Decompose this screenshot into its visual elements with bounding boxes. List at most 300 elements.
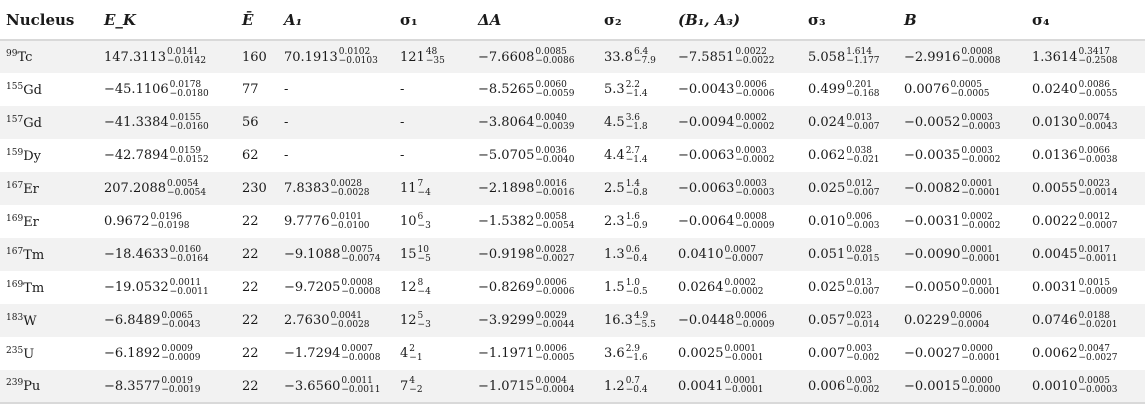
table-row — [0, 139, 1145, 172]
value-cell — [598, 205, 672, 238]
central-value: 0.062 — [808, 148, 846, 163]
central-value: 70.1913 — [284, 49, 338, 65]
upper-uncertainty: 8 — [417, 277, 424, 288]
central-value: 1.3614 — [1032, 49, 1078, 65]
nucleus-cell — [0, 106, 98, 139]
lower-uncertainty: −0.021 — [846, 154, 880, 165]
value-cell — [898, 337, 1026, 370]
value-cell — [672, 40, 802, 73]
lower-uncertainty: −0.0003 — [961, 121, 1001, 132]
upper-uncertainty: 0.0002 — [724, 277, 756, 288]
column-header: Ē — [242, 10, 254, 29]
upper-uncertainty: 0.0085 — [535, 47, 567, 57]
lower-uncertainty: −0.0028 — [330, 319, 370, 330]
nucleus-cell — [0, 172, 98, 205]
value-cell — [1026, 40, 1145, 73]
mass-number: 169 — [6, 213, 24, 224]
value-cell — [98, 238, 236, 271]
table-row — [0, 238, 1145, 271]
value-cell — [98, 337, 236, 370]
central-value: −41.3384 — [104, 115, 169, 130]
central-value: 15 — [400, 247, 417, 262]
upper-uncertainty: 1.614 — [846, 47, 872, 57]
value-cell — [802, 304, 898, 337]
central-value: −0.0063 — [678, 181, 735, 196]
column-header: Nucleus — [6, 10, 75, 29]
central-value: 3.6 — [604, 346, 625, 361]
mass-number: 159 — [6, 147, 24, 158]
value-cell — [898, 40, 1026, 73]
lower-uncertainty: −0.007 — [846, 187, 880, 198]
upper-uncertainty: 0.0006 — [535, 277, 567, 288]
column-header: σ₄ — [1032, 10, 1050, 29]
lower-uncertainty: −0.0100 — [330, 220, 370, 231]
central-value: 7.8383 — [284, 181, 330, 196]
central-value: 0.0055 — [1032, 181, 1078, 196]
upper-uncertainty: 0.0054 — [167, 178, 199, 189]
mass-number: 239 — [6, 378, 24, 388]
upper-uncertainty: 2.9 — [625, 343, 641, 354]
lower-uncertainty: −0.0043 — [1078, 121, 1118, 132]
upper-uncertainty: 0.0160 — [169, 244, 202, 255]
lower-uncertainty: −0.0055 — [1078, 88, 1118, 99]
upper-uncertainty: 0.0009 — [161, 343, 193, 354]
upper-uncertainty: 0.0019 — [161, 376, 193, 386]
lower-uncertainty: −0.0009 — [735, 319, 775, 330]
upper-uncertainty: 0.003 — [846, 376, 872, 386]
column-header: σ₂ — [604, 10, 622, 29]
element-symbol: W — [23, 313, 37, 329]
upper-uncertainty: 0.6 — [625, 244, 641, 255]
value-cell — [898, 172, 1026, 205]
central-value: 22 — [242, 313, 259, 328]
lower-uncertainty: −3 — [417, 220, 431, 231]
value-cell — [672, 238, 802, 271]
lower-uncertainty: −1.8 — [625, 121, 648, 132]
central-value: 22 — [242, 346, 259, 361]
lower-uncertainty: −1.6 — [625, 352, 648, 363]
central-value: 0.006 — [808, 378, 846, 394]
value-cell — [98, 106, 236, 139]
upper-uncertainty: 0.0058 — [535, 211, 567, 222]
lower-uncertainty: −0.0002 — [961, 154, 1001, 165]
lower-uncertainty: −0.0164 — [169, 253, 209, 264]
lower-uncertainty: −0.007 — [846, 286, 880, 297]
central-value: −1.5382 — [478, 214, 535, 229]
value-cell — [598, 370, 672, 403]
central-value: −0.0063 — [678, 148, 735, 163]
value-cell — [394, 205, 472, 238]
central-value: 4.4 — [604, 148, 625, 163]
central-value: −3.6560 — [284, 378, 341, 394]
central-value: - — [400, 82, 405, 97]
value-cell — [598, 238, 672, 271]
table-row — [0, 172, 1145, 205]
value-cell — [898, 205, 1026, 238]
upper-uncertainty: 0.003 — [846, 343, 872, 354]
central-value: 0.0022 — [1032, 214, 1078, 229]
element-symbol: Gd — [23, 115, 42, 131]
upper-uncertainty: 0.0023 — [1078, 178, 1110, 189]
value-cell — [394, 238, 472, 271]
value-cell — [472, 271, 598, 304]
central-value: −7.5851 — [678, 49, 735, 65]
value-cell — [394, 370, 472, 403]
central-value: 22 — [242, 280, 259, 295]
value-cell — [672, 172, 802, 205]
upper-uncertainty: 0.0016 — [535, 178, 567, 189]
central-value: 121 — [400, 49, 425, 65]
upper-uncertainty: 0.0022 — [735, 47, 767, 57]
lower-uncertainty: −3 — [417, 319, 431, 330]
value-cell — [472, 139, 598, 172]
element-symbol: Tc — [17, 50, 33, 65]
central-value: 2.3 — [604, 214, 625, 229]
central-value: 0.0136 — [1032, 148, 1078, 163]
lower-uncertainty: −0.0014 — [1078, 187, 1118, 198]
central-value: - — [400, 115, 405, 130]
lower-uncertainty: −0.0086 — [535, 56, 575, 66]
value-cell — [898, 73, 1026, 106]
value-cell — [598, 40, 672, 73]
central-value: 10 — [400, 214, 417, 229]
upper-uncertainty: 0.0011 — [169, 277, 202, 288]
value-cell — [98, 271, 236, 304]
lower-uncertainty: −0.0004 — [950, 319, 990, 330]
lower-uncertainty: −0.0142 — [167, 56, 207, 66]
lower-uncertainty: −0.0039 — [535, 121, 575, 132]
central-value: 2.7630 — [284, 313, 330, 328]
upper-uncertainty: 0.0007 — [724, 244, 756, 255]
lower-uncertainty: −1 — [409, 352, 423, 363]
value-cell — [394, 73, 472, 106]
central-value: −6.1892 — [104, 346, 161, 361]
central-value: 0.9672 — [104, 214, 150, 229]
lower-uncertainty: −0.0004 — [535, 385, 575, 395]
upper-uncertainty: 0.0001 — [961, 178, 993, 189]
value-cell — [278, 172, 394, 205]
element-symbol: Er — [23, 181, 39, 197]
upper-uncertainty: 0.0047 — [1078, 343, 1110, 354]
value-cell — [278, 205, 394, 238]
column-header: σ₁ — [400, 10, 418, 29]
central-value: −0.0082 — [904, 181, 961, 196]
upper-uncertainty: 0.0012 — [1078, 211, 1110, 222]
upper-uncertainty: 4 — [409, 376, 416, 386]
central-value: −5.0705 — [478, 148, 535, 163]
central-value: −9.7205 — [284, 280, 341, 295]
header-row — [0, 0, 1145, 40]
value-cell — [236, 172, 278, 205]
value-cell — [1026, 205, 1145, 238]
value-cell — [236, 205, 278, 238]
value-cell — [802, 337, 898, 370]
lower-uncertainty: −1.4 — [625, 88, 648, 99]
upper-uncertainty: 0.0003 — [735, 145, 767, 156]
nucleus-cell — [0, 238, 98, 271]
upper-uncertainty: 0.0074 — [1078, 112, 1110, 123]
lower-uncertainty: −0.0011 — [1078, 253, 1118, 264]
central-value: 0.0229 — [904, 313, 950, 328]
lower-uncertainty: −0.0008 — [341, 286, 381, 297]
value-cell — [598, 73, 672, 106]
central-value: −45.1106 — [104, 82, 169, 97]
upper-uncertainty: 48 — [425, 47, 438, 57]
value-cell — [98, 304, 236, 337]
upper-uncertainty: 0.0001 — [961, 277, 993, 288]
value-cell — [1026, 172, 1145, 205]
lower-uncertainty: −0.0074 — [341, 253, 381, 264]
value-cell — [1026, 271, 1145, 304]
central-value: −0.0043 — [678, 82, 735, 97]
lower-uncertainty: −0.014 — [846, 319, 880, 330]
lower-uncertainty: −0.002 — [846, 352, 880, 363]
central-value: −8.3577 — [104, 378, 161, 394]
table-row — [0, 106, 1145, 139]
central-value: −19.0532 — [104, 280, 169, 295]
central-value: 0.057 — [808, 313, 846, 328]
upper-uncertainty: 0.0178 — [169, 79, 202, 90]
value-cell — [278, 40, 394, 73]
lower-uncertainty: −0.0201 — [1078, 319, 1118, 330]
nucleus-cell — [0, 337, 98, 370]
lower-uncertainty: −0.0001 — [961, 352, 1001, 363]
value-cell — [1026, 106, 1145, 139]
upper-uncertainty: 7 — [417, 178, 424, 189]
upper-uncertainty: 0.0060 — [535, 79, 567, 90]
value-cell — [472, 172, 598, 205]
mass-number: 155 — [6, 81, 24, 92]
mass-number: 157 — [6, 114, 24, 125]
value-cell — [236, 40, 278, 73]
lower-uncertainty: −0.0002 — [724, 286, 764, 297]
lower-uncertainty: −1.4 — [625, 154, 648, 165]
lower-uncertainty: −0.9 — [625, 220, 648, 231]
central-value: −0.0064 — [678, 214, 735, 229]
central-value: 16.3 — [604, 313, 633, 328]
element-symbol: Er — [23, 214, 39, 230]
central-value: 33.8 — [604, 49, 633, 65]
value-cell — [236, 370, 278, 403]
central-value: 77 — [242, 82, 259, 97]
lower-uncertainty: −0.0007 — [724, 253, 764, 264]
value-cell — [98, 73, 236, 106]
central-value: −0.0052 — [904, 115, 961, 130]
central-value: 0.010 — [808, 214, 846, 229]
value-cell — [236, 271, 278, 304]
lower-uncertainty: −0.002 — [846, 385, 880, 395]
central-value: −1.1971 — [478, 346, 535, 361]
upper-uncertainty: 0.0005 — [950, 79, 982, 90]
central-value: 0.025 — [808, 280, 846, 295]
lower-uncertainty: −0.0001 — [724, 385, 764, 395]
value-cell — [236, 73, 278, 106]
value-cell — [98, 139, 236, 172]
upper-uncertainty: 4.9 — [633, 310, 649, 321]
upper-uncertainty: 0.0008 — [341, 277, 373, 288]
upper-uncertainty: 0.0196 — [150, 211, 182, 222]
value-cell — [598, 139, 672, 172]
lower-uncertainty: −7.9 — [633, 56, 656, 66]
mass-number: 183 — [6, 312, 24, 323]
upper-uncertainty: 0.0005 — [1078, 376, 1110, 386]
upper-uncertainty: 0.0017 — [1078, 244, 1110, 255]
central-value: −0.0090 — [904, 247, 961, 262]
value-cell — [278, 370, 394, 403]
upper-uncertainty: 10 — [417, 244, 429, 255]
central-value: 0.0010 — [1032, 378, 1078, 394]
upper-uncertainty: 0.0075 — [341, 244, 373, 255]
element-symbol: Gd — [23, 82, 42, 98]
lower-uncertainty: −0.0022 — [735, 56, 775, 66]
central-value: 22 — [242, 247, 259, 262]
value-cell — [598, 172, 672, 205]
central-value: 1.5 — [604, 280, 625, 295]
lower-uncertainty: −0.0152 — [169, 154, 209, 165]
lower-uncertainty: −0.0005 — [950, 88, 990, 99]
central-value: −7.6608 — [478, 49, 535, 65]
central-value: −0.0448 — [678, 313, 735, 328]
column-header: ΔA — [478, 10, 502, 29]
upper-uncertainty: 0.038 — [846, 145, 872, 156]
lower-uncertainty: −0.0028 — [330, 187, 370, 198]
lower-uncertainty: −0.0001 — [724, 352, 764, 363]
lower-uncertainty: −0.0198 — [150, 220, 190, 231]
upper-uncertainty: 0.0029 — [535, 310, 567, 321]
lower-uncertainty: −0.0002 — [961, 220, 1001, 231]
central-value: 11 — [400, 181, 417, 196]
central-value: 5.058 — [808, 49, 846, 65]
value-cell — [472, 106, 598, 139]
value-cell — [98, 172, 236, 205]
central-value: - — [400, 148, 405, 163]
central-value: 147.3113 — [104, 49, 167, 65]
upper-uncertainty: 0.0001 — [724, 343, 756, 354]
lower-uncertainty: −0.0038 — [1078, 154, 1118, 165]
lower-uncertainty: −0.0011 — [341, 385, 381, 395]
value-cell — [472, 370, 598, 403]
nucleus-cell — [0, 40, 98, 73]
central-value: −8.5265 — [478, 82, 535, 97]
element-symbol: Tm — [23, 280, 45, 296]
central-value: 0.0240 — [1032, 82, 1078, 97]
value-cell — [672, 304, 802, 337]
value-cell — [394, 139, 472, 172]
central-value: 12 — [400, 280, 417, 295]
lower-uncertainty: −0.0006 — [535, 286, 575, 297]
value-cell — [802, 106, 898, 139]
lower-uncertainty: −0.0040 — [535, 154, 575, 165]
upper-uncertainty: 0.0155 — [169, 112, 202, 123]
central-value: −3.9299 — [478, 313, 535, 328]
upper-uncertainty: 0.0006 — [535, 343, 567, 354]
central-value: −2.1898 — [478, 181, 535, 196]
nucleus-cell — [0, 205, 98, 238]
mass-number: 169 — [6, 279, 24, 290]
central-value: 0.0264 — [678, 280, 724, 295]
value-cell — [672, 271, 802, 304]
element-symbol: Dy — [23, 148, 41, 164]
central-value: 0.0746 — [1032, 313, 1078, 328]
central-value: 4 — [400, 346, 409, 361]
upper-uncertainty: 0.0008 — [735, 211, 767, 222]
upper-uncertainty: 0.7 — [625, 376, 641, 386]
upper-uncertainty: 6 — [417, 211, 424, 222]
upper-uncertainty: 0.0003 — [961, 112, 993, 123]
lower-uncertainty: −5.5 — [633, 319, 656, 330]
upper-uncertainty: 0.0159 — [169, 145, 202, 156]
value-cell — [236, 304, 278, 337]
upper-uncertainty: 0.013 — [846, 112, 872, 123]
central-value: - — [284, 148, 289, 163]
lower-uncertainty: −0.8 — [625, 187, 648, 198]
central-value: 12 — [400, 313, 417, 328]
central-value: −3.8064 — [478, 115, 535, 130]
upper-uncertainty: 0.0065 — [161, 310, 193, 321]
lower-uncertainty: −0.0001 — [961, 187, 1001, 198]
upper-uncertainty: 0.0040 — [535, 112, 567, 123]
upper-uncertainty: 0.0028 — [535, 244, 567, 255]
lower-uncertainty: −4 — [417, 187, 431, 198]
upper-uncertainty: 0.0141 — [167, 47, 199, 57]
central-value: −9.1088 — [284, 247, 341, 262]
central-value: 0.0025 — [678, 346, 724, 361]
lower-uncertainty: −5 — [417, 253, 431, 264]
value-cell — [98, 370, 236, 403]
table-row — [0, 370, 1145, 403]
value-cell — [898, 370, 1026, 403]
upper-uncertainty: 2.2 — [625, 79, 641, 90]
nucleus-cell — [0, 370, 98, 403]
lower-uncertainty: −0.003 — [846, 220, 880, 231]
value-cell — [236, 337, 278, 370]
value-cell — [802, 139, 898, 172]
value-cell — [394, 304, 472, 337]
value-cell — [278, 139, 394, 172]
central-value: −0.0031 — [904, 214, 961, 229]
value-cell — [472, 73, 598, 106]
table-row — [0, 73, 1145, 106]
mass-number: 167 — [6, 180, 24, 191]
upper-uncertainty: 0.0003 — [735, 178, 767, 189]
lower-uncertainty: −0.2508 — [1078, 56, 1118, 66]
upper-uncertainty: 0.0011 — [341, 376, 373, 386]
lower-uncertainty: −0.168 — [846, 88, 880, 99]
lower-uncertainty: −0.0007 — [1078, 220, 1118, 231]
value-cell — [672, 370, 802, 403]
mass-number: 167 — [6, 246, 24, 257]
value-cell — [472, 304, 598, 337]
central-value: 22 — [242, 378, 259, 394]
lower-uncertainty: −0.0008 — [961, 56, 1001, 66]
upper-uncertainty: 0.0188 — [1078, 310, 1110, 321]
value-cell — [598, 106, 672, 139]
value-cell — [672, 337, 802, 370]
central-value: 0.0130 — [1032, 115, 1078, 130]
upper-uncertainty: 0.0006 — [735, 79, 767, 90]
central-value: −1.7294 — [284, 346, 341, 361]
upper-uncertainty: 0.0015 — [1078, 277, 1110, 288]
nucleus-cell — [0, 271, 98, 304]
value-cell — [278, 271, 394, 304]
upper-uncertainty: 0.0102 — [338, 47, 371, 57]
value-cell — [672, 73, 802, 106]
value-cell — [278, 304, 394, 337]
upper-uncertainty: 0.0001 — [961, 244, 993, 255]
upper-uncertainty: 0.0002 — [961, 211, 993, 222]
value-cell — [394, 337, 472, 370]
central-value: 0.0410 — [678, 247, 724, 262]
